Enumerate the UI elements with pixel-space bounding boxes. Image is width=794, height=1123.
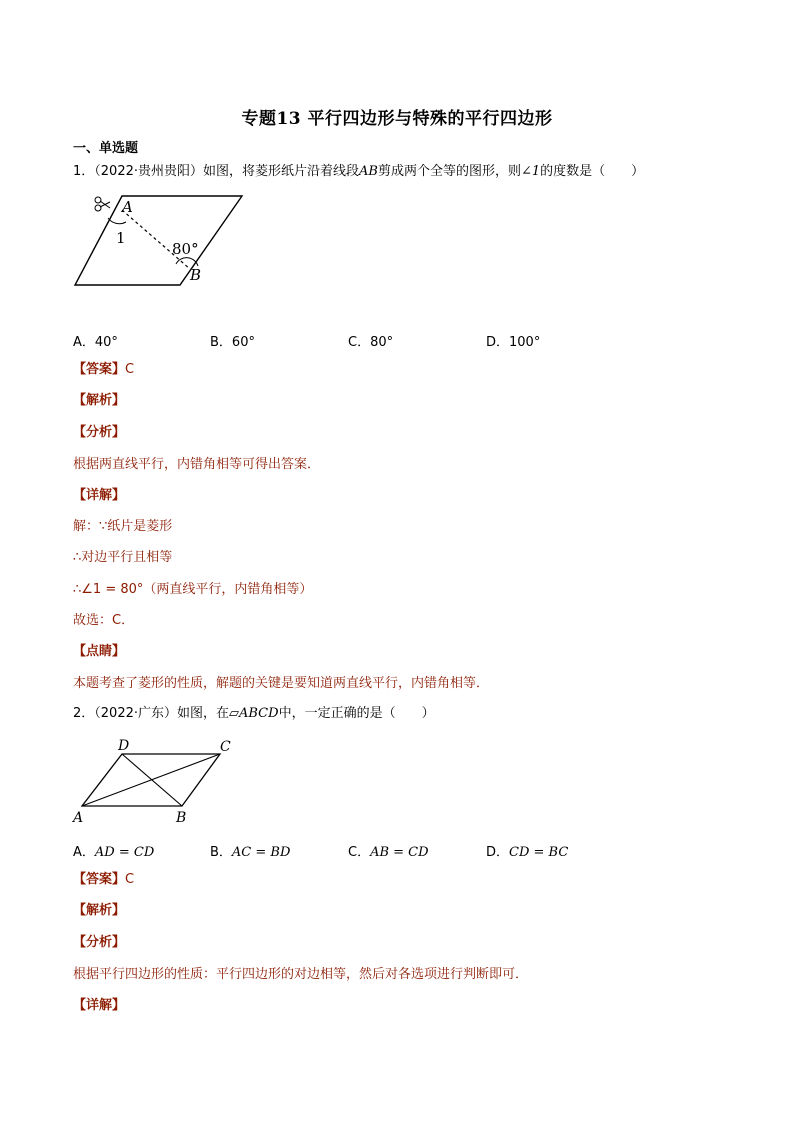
diagonal-bd	[122, 754, 182, 806]
q1-answer-tag: 【答案】	[73, 362, 126, 377]
q2-answer-value: C	[125, 872, 135, 887]
q2-prefix: 2．（2022·广东）如图，在	[73, 706, 229, 721]
label-D: D	[118, 738, 130, 754]
section-heading: 一、单选题	[73, 141, 139, 156]
q1-answer	[73, 361, 134, 379]
scissors-icon	[95, 197, 110, 211]
q1-answer-value: C	[125, 362, 135, 377]
q1-fenxi-tag: 【分析】	[73, 425, 126, 440]
q2-option-c: C．AB = CD	[348, 845, 429, 860]
q2-parallelogram: ▱ABCD	[229, 706, 279, 721]
q1-fenxi-text: 根据两直线平行，内错角相等可得出答案．	[73, 457, 321, 472]
q2-option-a: A．AD = CD	[73, 845, 155, 860]
q2-option-d: D．CD = BC	[486, 845, 569, 860]
label-B2: B	[176, 810, 187, 826]
q1-detail-line-3: ∴∠1 = 80°（两直线平行，内错角相等）	[73, 582, 313, 597]
q1-angle: ∠1	[520, 164, 541, 179]
rhombus-shape	[75, 196, 242, 285]
q1-analysis-tag: 【解析】	[73, 393, 126, 408]
q1-option-d: D．100°	[486, 335, 541, 350]
q1-suffix: 的度数是（ ）	[540, 164, 645, 179]
parallelogram-figure	[70, 736, 240, 828]
q1-detail-line-4: 故选：C．	[73, 613, 135, 628]
label-80-degrees: 80°	[172, 240, 199, 258]
q1-option-a: A．40°	[73, 335, 118, 350]
q1-detail-line-1: 解：∵纸片是菱形	[73, 519, 173, 534]
q2-answer	[73, 871, 134, 889]
q2-answer-tag: 【答案】	[73, 872, 126, 887]
label-C: C	[220, 739, 231, 755]
q1-option-b: B．60°	[210, 335, 255, 350]
q1-option-c: C．80°	[348, 335, 394, 350]
label-A2: A	[73, 810, 84, 826]
q1-comment-text: 本题考查了菱形的性质，解题的关键是要知道两直线平行，内错角相等．	[73, 676, 490, 691]
q1-detail-line-2: ∴对边平行且相等	[73, 550, 173, 565]
question-1-text	[73, 163, 644, 181]
rhombus-figure	[70, 188, 250, 290]
q2-suffix: 中，一定正确的是（ ）	[278, 706, 435, 721]
q1-detail-tag: 【详解】	[73, 488, 126, 503]
q2-option-b: B．AC = BD	[210, 845, 291, 860]
label-B: B	[190, 266, 202, 284]
q2-analysis-tag: 【解析】	[73, 903, 126, 918]
q1-segment: AB	[359, 164, 378, 179]
label-angle-1: 1	[116, 229, 126, 247]
q2-detail-tag: 【详解】	[73, 998, 126, 1013]
page-title: 专题13 平行四边形与特殊的平行四边形	[241, 109, 553, 129]
q1-prefix: 1．（2022·贵州贵阳）如图，将菱形纸片沿着线段	[73, 164, 359, 179]
q2-fenxi-text: 根据平行四边形的性质：平行四边形的对边相等，然后对各选项进行判断即可．	[73, 967, 529, 982]
question-2-text	[73, 705, 435, 723]
q1-comment-tag: 【点睛】	[73, 644, 126, 659]
label-A: A	[122, 198, 133, 216]
q1-mid: 剪成两个全等的图形，则	[377, 164, 521, 179]
q2-fenxi-tag: 【分析】	[73, 935, 126, 950]
